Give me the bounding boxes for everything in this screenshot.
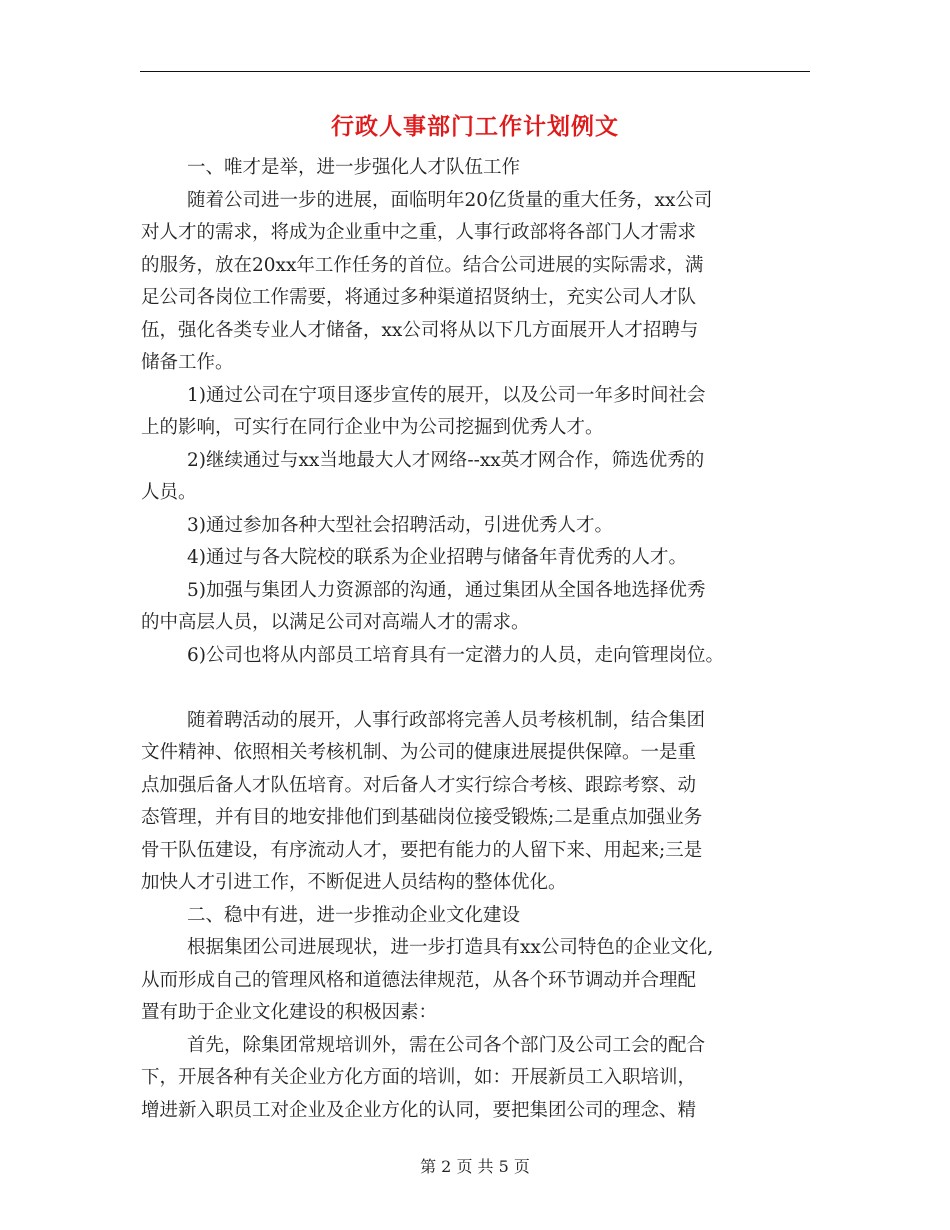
body-line: 增进新入职员工对企业及企业方化的认同，要把集团公司的理念、精 [141,1099,697,1121]
section-heading-2: 二、稳中有进，进一步推动企业文化建设 [187,904,521,926]
body-line: 文件精神、依照相关考核机制、为公司的健康进展提供保障。一是重 [141,742,697,763]
body-line: 点加强后备人才队伍培育。对后备人才实行综合考核、跟踪考察、动 [141,774,697,796]
list-item-1: 1)通过公司在宁项目逐步宣传的展开，以及公司一年多时间社会 [187,384,706,406]
body-line: 下，开展各种有关企业方化方面的培训，如：开展新员工入职培训， [141,1067,697,1088]
body-line: 随着公司进一步的进展，面临明年20亿货量的重大任务，xx公司 [187,189,713,211]
body-line: 态管理，并有目的地安排他们到基础岗位接受锻炼;二是重点加强业务 [141,807,703,828]
body-line: 伍，强化各类专业人才储备，xx公司将从以下几方面展开人才招聘与 [141,319,699,341]
body-line: 足公司各岗位工作需要，将通过多种渠道招贤纳士，充实公司人才队 [141,287,697,308]
body-line: 储备工作。 [141,352,234,373]
body-line: 的服务，放在20xx年工作任务的首位。结合公司进展的实际需求，满 [141,254,704,276]
header-rule [140,71,810,72]
body-line: 从而形成自己的管理风格和道德法律规范，从各个环节调动并合理配 [141,969,697,991]
body-line: 置有助于企业文化建设的积极因素： [141,1002,438,1023]
body-line: 上的影响，可实行在同行企业中为公司挖掘到优秀人才。 [141,417,604,438]
list-item-3: 3)通过参加各种大型社会招聘活动，引进优秀人才。 [187,514,613,536]
body-line: 的中高层人员，以满足公司对高端人才的需求。 [141,612,530,633]
paragraph-gap [141,672,811,705]
list-item-6: 6)公司也将从内部员工培育具有一定潜力的人员，走向管理岗位。 [187,644,724,666]
body-line: 加快人才引进工作，不断促进人员结构的整体优化。 [141,872,567,893]
body-line: 首先，除集团常规培训外，需在公司各个部门及公司工会的配合 [187,1034,706,1056]
body-line: 人员。 [141,482,197,503]
section-heading-1: 一、唯才是举，进一步强化人才队伍工作 [187,157,521,178]
list-item-2: 2)继续通过与xx当地最大人才网络--xx英才网合作，筛选优秀的 [187,449,705,471]
body-line: 对人才的需求，将成为企业重中之重，人事行政部将各部门人才需求 [141,222,697,243]
page-footer: 第 2 页 共 5 页 [420,1157,530,1176]
list-item-4: 4)通过与各大院校的联系为企业招聘与储备年青优秀的人才。 [187,547,687,568]
document-body [141,152,811,1127]
document-title: 行政人事部门工作计划例文 [331,113,619,140]
body-line: 根据集团公司进展现状，进一步打造具有xx公司特色的企业文化, [187,937,714,958]
body-line: 骨干队伍建设，有序流动人才，要把有能力的人留下来、用起来;三是 [141,839,703,861]
body-line: 随着聘活动的展开，人事行政部将完善人员考核机制，结合集团 [187,709,706,731]
list-item-5: 5)加强与集团人力资源部的沟通，通过集团从全国各地选择优秀 [187,579,706,601]
